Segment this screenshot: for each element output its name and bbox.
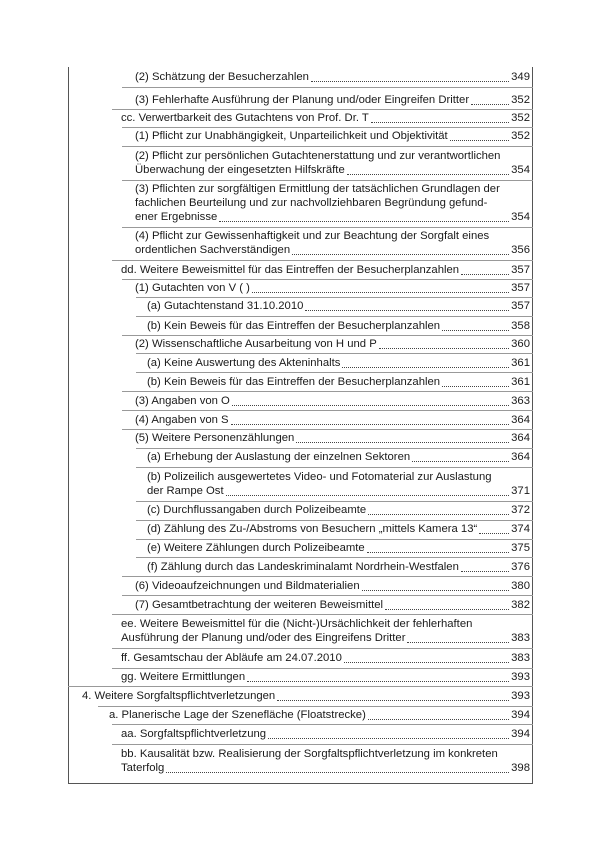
toc-entry-32-line1: bb. Kausalität bzw. Realisierung der Sorgfaltspflichtverletzung im konkreten — [121, 748, 498, 760]
toc-entry-5-line1: (2) Pflicht zur persönlichen Gutachtenerstattung und zur verantwortlichen — [135, 150, 501, 162]
toc-entry-12: (2) Wissenschaftliche Ausarbeitung von H und P 360 — [135, 338, 530, 350]
toc-entry-6: ener Ergebnisse 354 — [135, 211, 530, 223]
toc-entry-23: (f) Zählung durch das Landeskriminalamt Nordrhein-Westfalen 376 — [147, 561, 530, 573]
toc-entry-17: (5) Weitere Personenzählungen 364 — [135, 432, 530, 444]
toc-entry-32: Taterfolg 398 — [121, 762, 530, 774]
toc-entry-20: (c) Durchflussangaben durch Polizeibeamte 372 — [147, 504, 530, 516]
toc-entry-19: der Rampe Ost 371 — [147, 485, 530, 497]
toc-entry-11: (b) Kein Beweis für das Eintreffen der Besucherplanzahlen 358 — [147, 320, 530, 332]
toc-entry-7: ordentlichen Sachverständigen 356 — [135, 244, 530, 256]
toc-entry-9: (1) Gutachten von V ( ) 357 — [135, 282, 530, 294]
toc-entry-10: (a) Gutachtenstand 31.10.2010 357 — [147, 300, 530, 312]
toc-entry-26: Ausführung der Planung und/oder des Eingreifens Dritter 383 — [121, 632, 530, 644]
toc-entry-6-line1: (3) Pflichten zur sorgfältigen Ermittlung der tatsächlichen Grundlagen der — [135, 183, 500, 195]
toc-entry-19-line1: (b) Polizeilich ausgewertetes Video- und Fotomaterial zur Auslastung — [147, 471, 492, 483]
toc-entry-22: (e) Weitere Zählungen durch Polizeibeamte 375 — [147, 542, 530, 554]
toc-entry-2: (3) Fehlerhafte Ausführung der Planung und/oder Eingreifen Dritter 352 — [135, 94, 530, 106]
toc-entry-14: (b) Kein Beweis für das Eintreffen der Besucherplanzahlen 361 — [147, 376, 530, 388]
toc-entry-27: ff. Gesamtschau der Abläufe am 24.07.2010 383 — [121, 652, 530, 664]
toc-entry-8: dd. Weitere Beweismittel für das Eintreffen der Besucherplanzahlen 357 — [121, 264, 530, 276]
toc-entry-1: (2) Schätzung der Besucherzahlen 349 — [135, 71, 530, 83]
toc-entry-15: (3) Angaben von O 363 — [135, 395, 530, 407]
toc-entry-5: Überwachung der eingesetzten Hilfskräfte 354 — [135, 164, 530, 176]
toc-entry-6-line2: fachlichen Beurteilung und zur nachvollziehbaren Begründung gefund- — [135, 197, 488, 209]
toc-entry-4: (1) Pflicht zur Unabhängigkeit, Unparteilichkeit und Objektivität 352 — [135, 130, 530, 142]
toc-entry-26-line1: ee. Weitere Beweismittel für die (Nicht-)Ursächlichkeit der fehlerhaften — [121, 618, 473, 630]
toc-entry-3: cc. Verwertbarkeit des Gutachtens von Prof. Dr. T 352 — [121, 112, 530, 124]
toc-entry-24: (6) Videoaufzeichnungen und Bildmaterialien 380 — [135, 580, 530, 592]
toc-entry-28: gg. Weitere Ermittlungen 393 — [121, 671, 530, 683]
toc-entry-16: (4) Angaben von S 364 — [135, 414, 530, 426]
toc-entry-31: aa. Sorgfaltspflichtverletzung 394 — [121, 728, 530, 740]
toc-entry-18: (a) Erhebung der Auslastung der einzelnen Sektoren 364 — [147, 451, 530, 463]
toc-entry-7-line1: (4) Pflicht zur Gewissenhaftigkeit und zur Beachtung der Sorgfalt eines — [135, 230, 490, 242]
toc-entry-30: a. Planerische Lage der Szenefläche (Floatstrecke) 394 — [109, 709, 530, 721]
toc-entry-21: (d) Zählung des Zu-/Abstroms von Besuchern „mittels Kamera 13“ 374 — [147, 523, 530, 535]
toc-entry-29: 4. Weitere Sorgfaltspflichtverletzungen 393 — [82, 690, 530, 702]
toc-entry-13: (a) Keine Auswertung des Akteninhalts 361 — [147, 357, 530, 369]
toc-entry-25: (7) Gesamtbetrachtung der weiteren Beweismittel 382 — [135, 599, 530, 611]
